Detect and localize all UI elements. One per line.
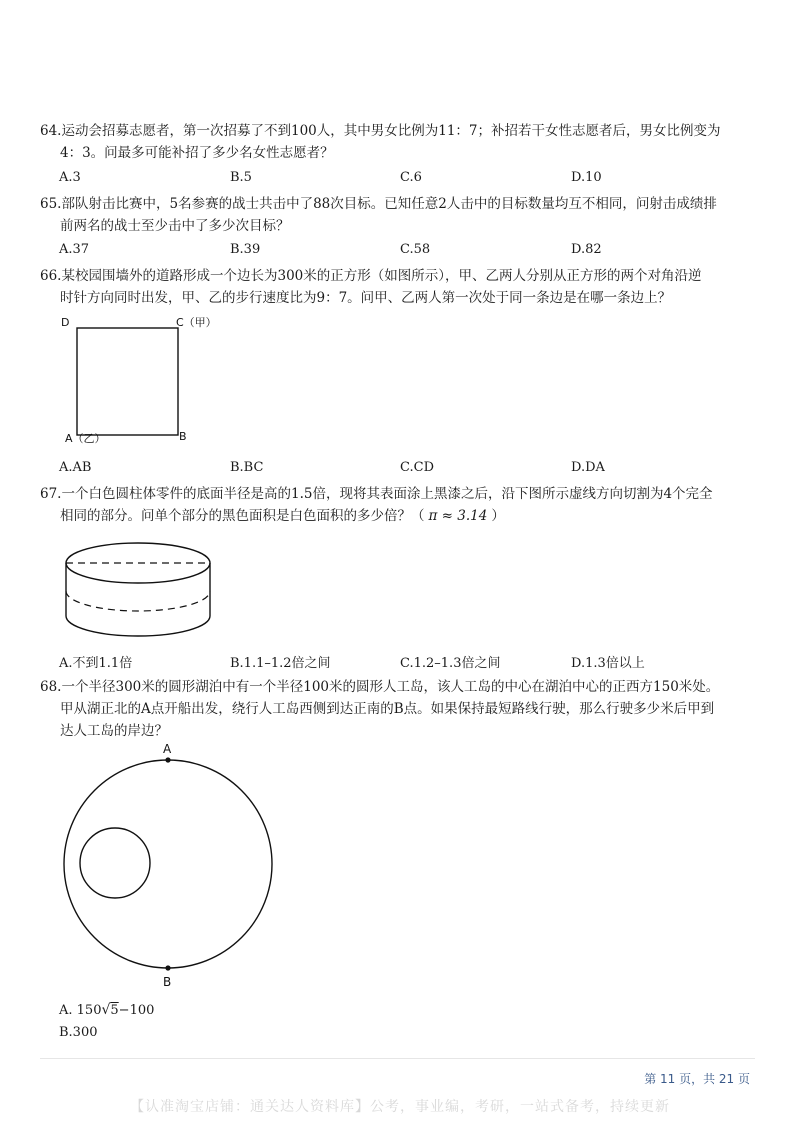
page-number: 第 11 页，共 21 页 bbox=[644, 1072, 750, 1086]
option-a-radicand: 5 bbox=[110, 1003, 119, 1018]
question-number: 64. bbox=[40, 123, 62, 139]
option-b[interactable]: B.BC bbox=[230, 460, 264, 475]
question-text: 4：3。问最多可能补招了多少名女性志愿者？ bbox=[60, 145, 334, 161]
cylinder-figure bbox=[58, 533, 218, 645]
option-b[interactable]: B.5 bbox=[230, 170, 252, 185]
point-a-label: A bbox=[163, 742, 172, 756]
dashed-cut-line bbox=[66, 591, 210, 611]
option-a[interactable]: A.37 bbox=[59, 242, 90, 257]
option-c[interactable]: C.6 bbox=[400, 170, 422, 185]
corner-label-a: A（乙） bbox=[65, 432, 106, 445]
option-d[interactable]: D.1.3倍以上 bbox=[571, 656, 645, 671]
option-a-coefficient: A. 150 bbox=[59, 1003, 102, 1018]
option-a[interactable]: A.3 bbox=[59, 170, 81, 185]
question-66 bbox=[40, 265, 760, 309]
question-text: 运动会招募志愿者，第一次招募了不到100人，其中男女比例为11：7；补招若干女性志愿者后，男女比例变为 bbox=[61, 123, 721, 139]
lake-figure bbox=[55, 738, 285, 994]
square-path-figure bbox=[55, 312, 235, 452]
corner-label-b: B bbox=[179, 430, 187, 443]
lake-circle bbox=[64, 760, 272, 968]
square-road bbox=[77, 328, 178, 435]
question-text: 某校园围墙外的道路形成一个边长为300米的正方形（如图所示），甲、乙两人分别从正方形的两个对角沿逆 bbox=[61, 268, 702, 284]
option-d[interactable]: D.10 bbox=[571, 170, 602, 185]
question-number: 68. bbox=[40, 679, 62, 695]
options-66 bbox=[59, 460, 759, 480]
question-text: 一个半径300米的圆形湖泊中有一个半径100米的圆形人工岛，该人工岛的中心在湖泊中心的正西方150米处。 bbox=[61, 679, 720, 695]
option-c[interactable]: C.1.2–1.3倍之间 bbox=[400, 656, 501, 671]
cylinder-bottom bbox=[66, 616, 210, 636]
question-64 bbox=[40, 120, 760, 164]
closing-paren: ） bbox=[491, 508, 505, 524]
question-68 bbox=[40, 676, 760, 742]
sqrt-icon: √ bbox=[101, 1002, 111, 1018]
question-number: 66. bbox=[40, 268, 62, 284]
point-b bbox=[165, 965, 170, 970]
options-64 bbox=[59, 170, 759, 190]
option-b[interactable]: B.300 bbox=[59, 1025, 98, 1040]
option-a-suffix: −100 bbox=[118, 1003, 155, 1018]
island-circle bbox=[80, 828, 150, 898]
question-number: 65. bbox=[40, 196, 62, 212]
question-67 bbox=[40, 483, 760, 527]
option-b[interactable]: B.1.1–1.2倍之间 bbox=[230, 656, 331, 671]
point-a bbox=[165, 757, 170, 762]
question-text: 时针方向同时出发，甲、乙的步行速度比为9：7。问甲、乙两人第一次处于同一条边是在哪一条边上？ bbox=[60, 290, 672, 306]
question-65 bbox=[40, 193, 760, 237]
question-text: 部队射击比赛中，5名参赛的战士共击中了88次目标。已知任意2人击中的目标数量均互不相同，问射击成绩排 bbox=[61, 196, 717, 212]
option-d[interactable]: D.DA bbox=[571, 460, 605, 475]
question-number: 67. bbox=[40, 486, 62, 502]
option-b[interactable]: B.39 bbox=[230, 242, 261, 257]
footer-divider bbox=[40, 1058, 755, 1059]
option-c[interactable]: C.CD bbox=[400, 460, 434, 475]
corner-label-d: D bbox=[61, 316, 70, 329]
options-65 bbox=[59, 242, 759, 262]
option-a[interactable]: A.不到1.1倍 bbox=[59, 656, 133, 671]
option-a[interactable]: A.AB bbox=[59, 460, 92, 475]
question-text: 一个白色圆柱体零件的底面半径是高的1.5倍，现将其表面涂上黑漆之后，沿下图所示虚线方向切割为4个完全 bbox=[61, 486, 713, 502]
option-d[interactable]: D.82 bbox=[571, 242, 602, 257]
corner-label-c: C（甲） bbox=[176, 316, 217, 329]
question-text: 达人工岛的岸边？ bbox=[60, 723, 168, 739]
options-67 bbox=[59, 652, 759, 672]
question-text: 相同的部分。问单个部分的黑色面积是白色面积的多少倍？（ bbox=[60, 508, 425, 524]
option-c[interactable]: C.58 bbox=[400, 242, 431, 257]
watermark: 【认准淘宝店铺：通关达人资料库】公考，事业编，考研，一站式备考，持续更新 bbox=[130, 1099, 670, 1115]
question-text: 前两名的战士至少击中了多少次目标？ bbox=[60, 218, 290, 234]
option-a[interactable] bbox=[59, 1002, 154, 1018]
point-b-label: B bbox=[163, 975, 172, 989]
question-text: 甲从湖正北的A点开船出发，绕行人工岛西侧到达正南的B点。如果保持最短路线行驶，那么行驶多少米后甲到 bbox=[60, 701, 715, 717]
pi-approximation: π ≈ 3.14 bbox=[428, 508, 488, 524]
